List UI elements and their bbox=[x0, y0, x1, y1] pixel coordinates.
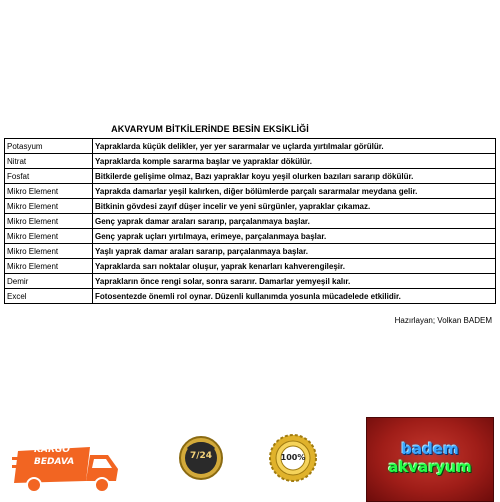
nutrient-name-cell: Nitrat bbox=[5, 154, 93, 169]
guarantee-label: 100% bbox=[280, 453, 306, 462]
symptom-description-cell: Fotosentezde önemli rol oynar. Düzenli kullanımda yosunla mücadelede etkilidir. bbox=[93, 289, 496, 304]
symptom-description-cell: Yapraklarda sarı noktalar oluşur, yaprak kenarları kahverengileşir. bbox=[93, 259, 496, 274]
symptom-description-cell: Yaşlı yaprak damar araları sararıp, parçalanmaya başlar. bbox=[93, 244, 496, 259]
nutrient-name-cell: Demir bbox=[5, 274, 93, 289]
deficiency-table bbox=[4, 138, 496, 304]
support-24-7-badge bbox=[178, 435, 224, 481]
symptom-description-cell: Bitkinin gövdesi zayıf düşer incelir ve yeni sürgünler, yapraklar çıkamaz. bbox=[93, 199, 496, 214]
table-row bbox=[5, 229, 496, 244]
logo-text-akvaryum: akvaryum bbox=[388, 458, 472, 476]
table-row bbox=[5, 139, 496, 154]
table-row bbox=[5, 199, 496, 214]
logo-text-badem: badem bbox=[401, 440, 459, 458]
nutrient-name-cell: Mikro Element bbox=[5, 259, 93, 274]
badem-akvaryum-logo bbox=[366, 417, 494, 502]
nutrient-name-cell: Mikro Element bbox=[5, 244, 93, 259]
nutrient-name-cell: Mikro Element bbox=[5, 184, 93, 199]
table-row bbox=[5, 289, 496, 304]
support-label: 7/24 bbox=[189, 451, 213, 461]
nutrient-name-cell: Mikro Element bbox=[5, 229, 93, 244]
shipping-label-2: BEDAVA bbox=[34, 457, 75, 467]
table-row bbox=[5, 184, 496, 199]
symptom-description-cell: Yapraklarda komple sararma başlar ve yapraklar dökülür. bbox=[93, 154, 496, 169]
nutrient-name-cell: Excel bbox=[5, 289, 93, 304]
document-title: AKVARYUM BİTKİLERİNDE BESİN EKSİKLİĞİ bbox=[111, 124, 309, 134]
symptom-description-cell: Genç yaprak damar araları sararıp, parçalanmaya başlar. bbox=[93, 214, 496, 229]
symptom-description-cell: Yaprakların önce rengi solar, sonra sararır. Damarlar yemyeşil kalır. bbox=[93, 274, 496, 289]
nutrient-name-cell: Mikro Element bbox=[5, 199, 93, 214]
table-row bbox=[5, 259, 496, 274]
table-row bbox=[5, 214, 496, 229]
author-credit: Hazırlayan; Volkan BADEM bbox=[394, 316, 492, 325]
satisfaction-guarantee-badge bbox=[268, 433, 314, 479]
nutrient-name-cell: Fosfat bbox=[5, 169, 93, 184]
table-row bbox=[5, 169, 496, 184]
badge-strip bbox=[0, 415, 500, 500]
shipping-label-1: KARGO bbox=[34, 445, 70, 455]
table-row bbox=[5, 274, 496, 289]
nutrient-name-cell: Mikro Element bbox=[5, 214, 93, 229]
table-row bbox=[5, 244, 496, 259]
symptom-description-cell: Genç yaprak uçları yırtılmaya, erimeye, parçalanmaya başlar. bbox=[93, 229, 496, 244]
nutrient-name-cell: Potasyum bbox=[5, 139, 93, 154]
symptom-description-cell: Yapraklarda küçük delikler, yer yer sararmalar ve uçlarda yırtılmalar görülür. bbox=[93, 139, 496, 154]
table-row bbox=[5, 154, 496, 169]
symptom-description-cell: Yaprakda damarlar yeşil kalırken, diğer bölümlerde parçalı sararmalar meydana gelir. bbox=[93, 184, 496, 199]
symptom-description-cell: Bitkilerde gelişime olmaz, Bazı yapraklar koyu yeşil olurken bazıları sararıp dökülür. bbox=[93, 169, 496, 184]
